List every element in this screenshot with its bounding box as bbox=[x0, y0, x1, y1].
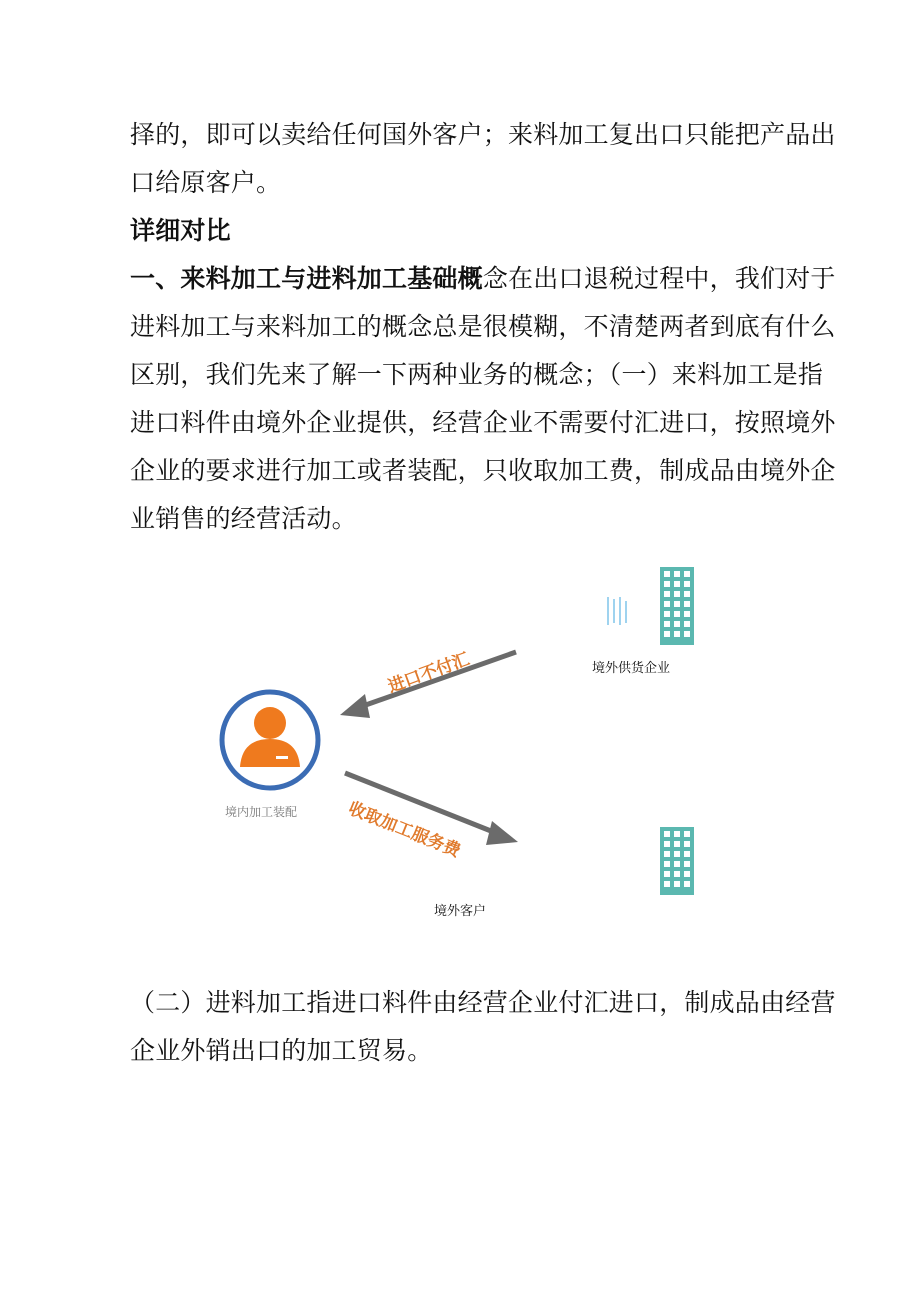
paragraph1-line1: 择的，即可以卖给任何国外客户；来料加工复出口只能把产品出 bbox=[130, 120, 836, 149]
section1-line4: 进口料件由境外企业提供，经营企业不需要付汇进口，按照境外 bbox=[130, 408, 836, 437]
supplier-label: 境外供货企业 bbox=[592, 661, 671, 676]
arrow-fee-text: 收取加工服务费 bbox=[345, 798, 464, 862]
section2-line1: （二）进料加工指进口料件由经营企业付汇进口，制成品由经营 bbox=[130, 988, 836, 1017]
section2-line2: 企业外销出口的加工贸易。 bbox=[130, 1036, 433, 1065]
customer-label: 境外客户 bbox=[434, 904, 487, 919]
supplier-building-icon bbox=[660, 567, 694, 645]
paragraph1-line2: 口给原客户。 bbox=[130, 168, 282, 197]
domestic-label: 境内加工装配 bbox=[225, 805, 298, 819]
customer-building-icon bbox=[660, 827, 694, 895]
section1-line6: 业销售的经营活动。 bbox=[130, 504, 357, 533]
section1-line1 bbox=[130, 264, 836, 294]
processing-trade-diagram bbox=[200, 555, 720, 930]
section1-line2: 进料加工与来料加工的概念总是很模糊，不清楚两者到底有什么 bbox=[130, 312, 836, 341]
section1-line1-rest: 念在出口退税过程中，我们对于 bbox=[482, 264, 836, 293]
section1-bold-lead: 一、来料加工与进料加工基础概 bbox=[130, 264, 483, 293]
diagram-graphics bbox=[200, 555, 720, 930]
domestic-processor-avatar-icon bbox=[222, 692, 318, 788]
section1-line3: 区别，我们先来了解一下两种业务的概念；（一）来料加工是指 bbox=[130, 360, 824, 389]
supplier-decoration bbox=[608, 597, 626, 625]
arrow-import-text: 进口不付汇 bbox=[385, 649, 473, 698]
section1-line5: 企业的要求进行加工或者装配，只收取加工费，制成品由境外企 bbox=[130, 456, 836, 485]
section-heading: 详细对比 bbox=[130, 216, 231, 245]
